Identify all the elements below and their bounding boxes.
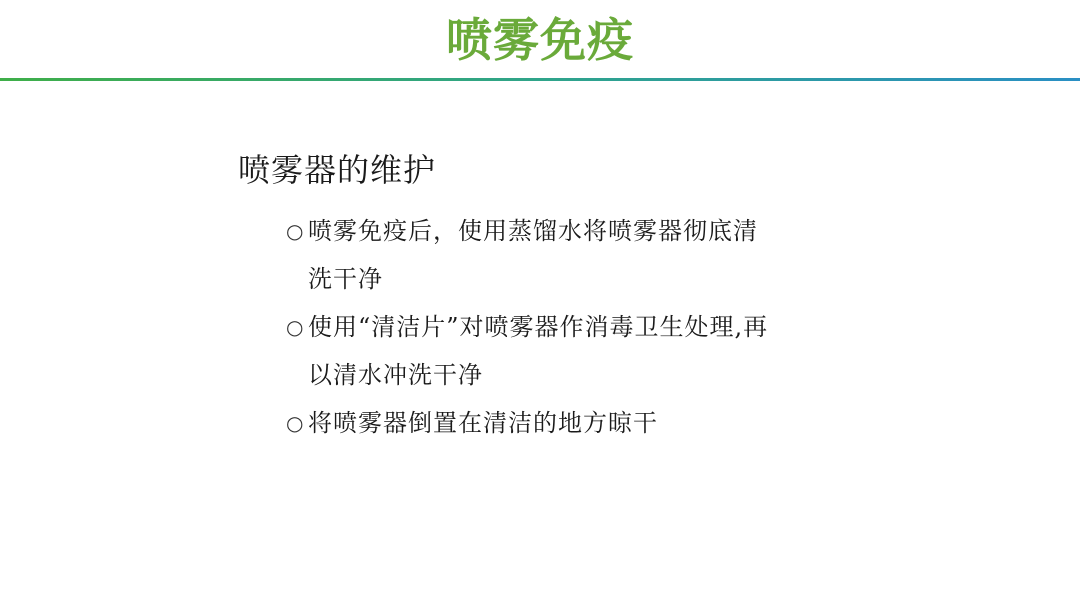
bullet-list: [238, 207, 838, 447]
slide-title: 喷雾免疫: [446, 13, 634, 67]
bullet-text: 将喷雾器倒置在清洁的地方晾干: [308, 409, 658, 437]
circle-bullet-icon: ○: [286, 219, 305, 243]
bullet-text: 喷雾免疫后，使用蒸馏水将喷雾器彻底清洗干净: [308, 217, 758, 293]
circle-bullet-icon: ○: [286, 411, 305, 435]
slide-content: [238, 145, 838, 447]
section-heading: 喷雾器的维护: [238, 151, 437, 189]
list-item: [286, 303, 778, 399]
circle-bullet-icon: ○: [286, 315, 305, 339]
bullet-text: 使用“清洁片”对喷雾器作消毒卫生处理,再以清水冲洗干净: [308, 313, 769, 389]
title-divider: [0, 78, 1080, 81]
list-item: [286, 399, 778, 447]
list-item: [286, 207, 778, 303]
